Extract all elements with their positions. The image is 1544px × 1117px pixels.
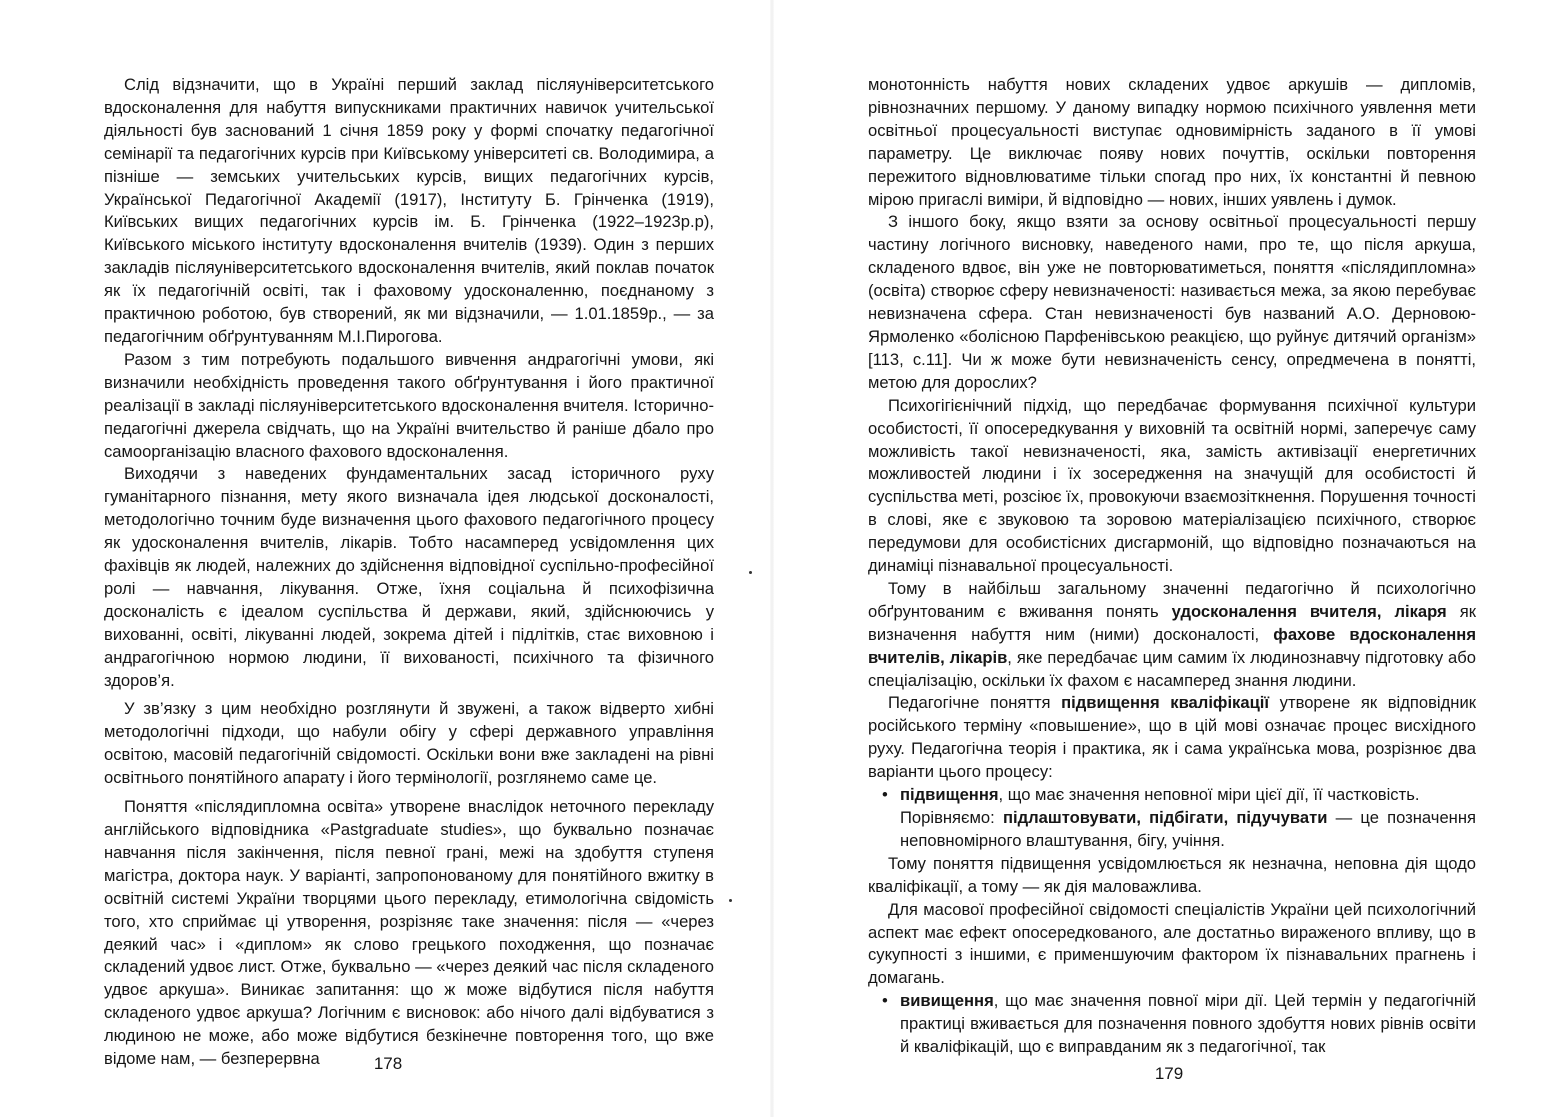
- text-run: утворене як відповідник російського терміну «повышение», що в цій мові означає процес висхідного руху. Педагогічна теорія і практика, як і сама українська мова, розрізнює два варіанти цього процесу:: [868, 693, 1476, 782]
- bold-term: удосконалення вчителя, лікаря: [1171, 601, 1447, 621]
- paragraph: Психогігієнічний підхід, що передбачає формування психічної культури особистості, її опосередкування у виховній та освітній нормі, заперечує саму можливість такої невизначеності, яка, замість активізації енергетичних можливостей людини і їх зосередження на значущій для особистості й суспільства меті, розсіює їх, провокуючи взаємозіткнення. Порушення точності в слові, яке є звуковою та зоровою матеріалізацією психічного, створює передумови для особистісних дисгармоній, що відповідно позначаються на динаміці пізнавальної процесуальності.: [868, 395, 1476, 576]
- paragraph: Для масової професійної свідомості спеціалістів України цей психологічний аспект має ефект опосередкованого, але достатньо вираженого впливу, що в сукупності з іншими, є применшуючим фактором їх пізнавальних прагнень і домагань.: [868, 899, 1476, 988]
- paragraph: Слід відзначити, що в Україні перший заклад післяуніверситетського вдосконалення для набуття випускниками практичних навичок учительської діяльності був заснований 1 січня 1859 року у формі спочатку педагогічної семінарії та педагогічних курсів при Київському університеті св. Володимира, а пізніше — земських учительських курсів, вищих педагогічних курсів, Української Педагогічної Академії (1917), Інституту Б. Грінченка (1919), Київських вищих педагогічних курсів ім. Б. Грінченка (1922–1923р.р), Київського міського інституту вдосконалення вчителів (1939). Один з перших закладів післяуніверситетського вдосконалення вчителів, який поклав початок як їх педагогічній освіті, так і фаховому удосконаленню, поєднаному з практичною роботою, був створений, як ми відзначили, — 1.01.1859р., — за педагогічним обґрунтуванням М.І.Пирогова.: [104, 75, 714, 346]
- bold-term: підлаштовувати, підбігати, підучувати: [1002, 808, 1328, 827]
- bullet-item: [868, 784, 1476, 853]
- paragraph: [868, 578, 1476, 693]
- right-page: [772, 0, 1544, 1117]
- right-text-column: [868, 74, 1476, 1059]
- paragraph: [868, 692, 1476, 784]
- paragraph: Тому поняття підвищення усвідомлюється як незначна, неповна дія щодо кваліфікації, а тому — як дія маловажлива.: [868, 853, 1476, 896]
- bullet-marker: •: [882, 785, 888, 805]
- bold-term: підвищення кваліфікації: [1061, 693, 1270, 713]
- text-run: — це позначення неповномірного влаштування, бігу, учіння.: [900, 808, 1476, 850]
- bold-term: вивищення: [900, 991, 994, 1011]
- paragraph: Поняття «післядипломна освіта» утворене внаслідок неточного перекладу англійського відповідника «Pastgraduate studies», що буквально позначає навчання після закінчення, після певної грані, межі на здобуття ступеня магістра, доктора наук. У варіанті, запропонованому для понятійного вжитку в освітній системі України творцями цього перекладу, етимологічна свідомість того, хто сприймає ці утворення, розрізняє таке значення: після — «через деякий час» і «диплом» як слово грецького походження, що позначає складений удвоє лист. Отже, буквально — «через деякий час після складеного удвоє аркуша». Виникає запитання: що ж може відбутися після набуття складеного удвоє аркуша? Логічним є висновок: або нічого далі відбуватися з людиною не може, або може відбутися безкінечне повторення того, що вже відоме нам, — безперервна: [104, 797, 714, 1069]
- paragraph: монотонність набуття нових складених удвоє аркушів — дипломів, рівнозначних першому. У даному випадку нормою психічного уявлення мети освітньої процесуальності виступає одновимірність заданого в її умові параметру. Це виключає появу нових почуттів, оскільки повторення пережитого відновлюватиме тільки спогад про них, їх константні й певною мірою пригаслі виміри, й відповідно — нових, інших уявлень і думок.: [868, 75, 1476, 209]
- text-run: Педагогічне поняття: [888, 693, 1062, 713]
- left-text-column: [104, 74, 714, 1071]
- paragraph: Виходячи з наведених фундаментальних засад історичного руху гуманітарного пізнання, мету якого визначала ідея людської досконалості, методологічно точним буде визначення цього фахового педагогічного процесу як удосконалення вчителів, лікарів. Тобто насамперед усвідомлення цих фахівців як людей, належних до здійснення відповідної суспільно-професійної ролі — навчання, лікування. Отже, їхня соціальна й психофізична досконалість є ідеалом суспільства й держави, який, здійснюючись у вихованні, освіті, лікуванні людей, зокрема дітей і підлітків, стає виховною і андрагогічною нормою людини, її вихованості, психічного та фізичного здоров’я.: [104, 464, 714, 690]
- bold-term: фахове вдосконалення вчителів, лікарів: [868, 624, 1476, 667]
- paragraph: У зв’язку з цим необхідно розглянути й звужені, а також відверто хибні методологічні підходи, що набули обігу у сфері державного управління освітою, масовій педагогічній свідомості. Оскільки вони вже закладені на рівні освітнього понятійного апарату і його термінології, розглянемо саме це.: [104, 699, 714, 788]
- paragraph: З іншого боку, якщо взяти за основу освітньої процесуальності першу частину логічного висновку, наведеного нами, про те, що після аркуша, складеного вдвоє, він уже не повторюватиметься, поняття «післядипломна» (освіта) створює сферу невизначеності: називається межа, за якою перебуває невизначена сфера. Стан невизначеності був названий А.О. Дерновою-Ярмоленко «болісною Парфенівською реакцією, що руйнує дитячий організм» [113, с.11]. Чи ж може бути невизначеність сенсу, опредмечена в понятті, метою для дорослих?: [868, 212, 1476, 392]
- bullet-marker: •: [882, 991, 888, 1011]
- text-run: , що має значення повної міри дії. Цей термін у педагогічній практиці вживається для позначення повного здобуття нових рівнів освіти й кваліфікацій, що є виправданим як з педагогічної, так: [900, 991, 1476, 1057]
- text-run: Порівняємо:: [900, 808, 1003, 827]
- text-run: як визначення набуття ним (ними) досконалості,: [868, 601, 1476, 644]
- page-number: 179: [1154, 1064, 1184, 1083]
- page-number: 178: [373, 1054, 403, 1073]
- text-run: , яке передбачає цим самим їх людинознавчу підготовку або спеціалізацію, оскільки їх фахом є насамперед знання людини.: [868, 647, 1477, 690]
- bullet-subline: [900, 807, 1476, 853]
- bold-term: підвищення: [900, 785, 999, 805]
- paragraph: Разом з тим потребують подальшого вивчення андрагогічні умови, які визначили необхідність проведення такого обґрунтування і його практичної реалізації в закладі післяуніверситетського вдосконалення вчителя. Історично-педагогічні джерела свідчать, що на Україні вчительство й раніше дбало про самоорганізацію власного фахового вдосконалення.: [104, 349, 714, 461]
- text-run: , що має значення неповної міри цієї дії, її частковість.: [998, 785, 1420, 805]
- text-run: Тому в найбільш загальному значенні педагогічно й психологічно обґрунтованим є вживання понять: [868, 578, 1476, 621]
- bullet-item: [868, 990, 1476, 1059]
